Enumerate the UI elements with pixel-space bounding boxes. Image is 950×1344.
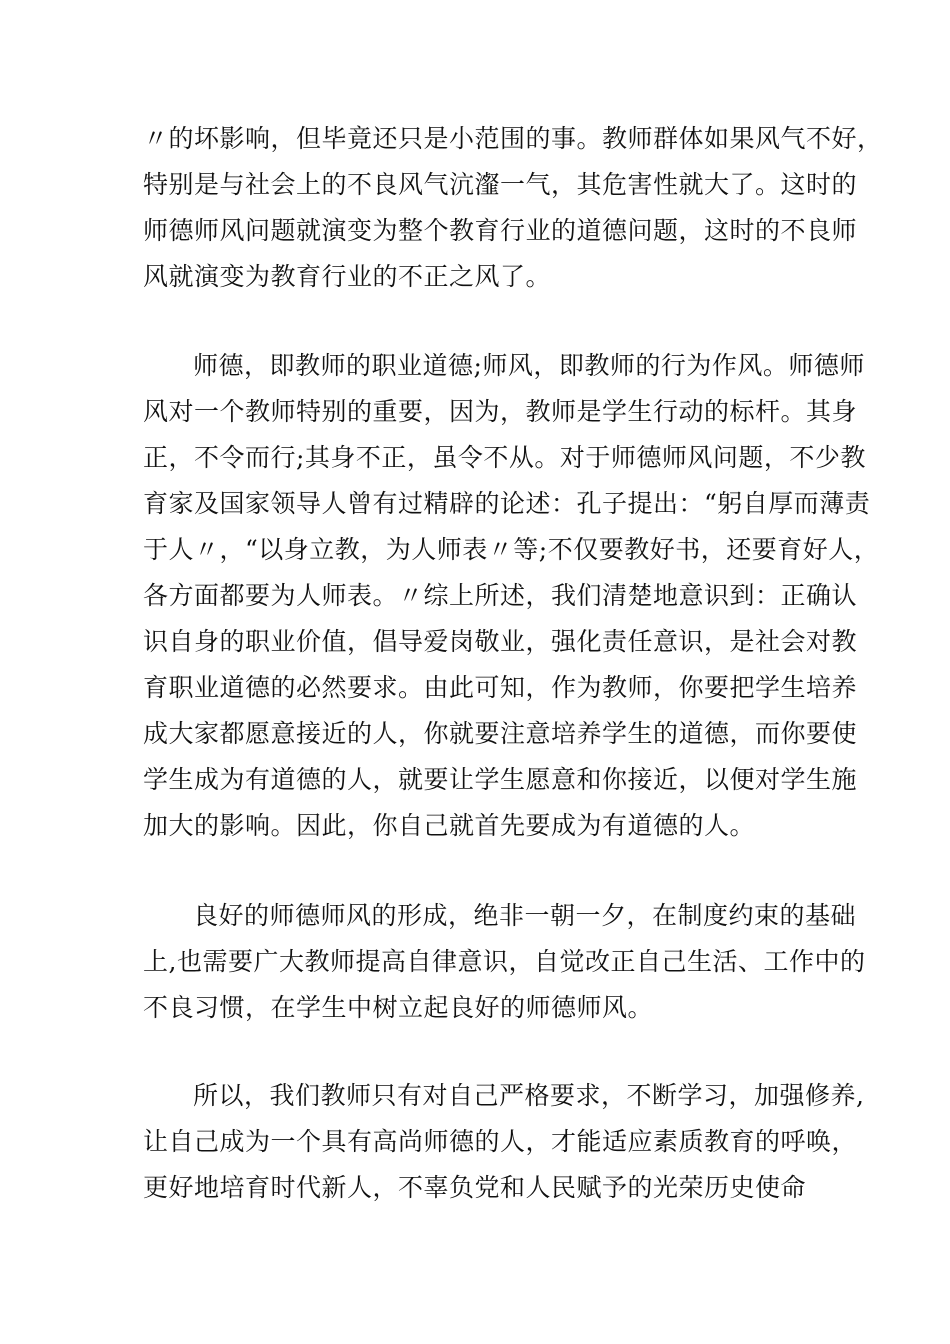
- text-line: 良好的师德师风的形成，绝非一朝一夕，在制度约束的基础: [193, 901, 857, 930]
- text-line: 更好地培育时代新人，不辜负党和人民赋予的光荣历史使命: [143, 1173, 807, 1202]
- text-line: 上,也需要广大教师提高自律意识，自觉改正自己生活、工作中的: [143, 947, 866, 976]
- text-line: 正，不令而行;其身不正，虽令不从。对于师德师风问题，不少教: [143, 443, 866, 472]
- text-line: 各方面都要为人师表。〃综上所述，我们清楚地意识到：正确认: [143, 581, 858, 610]
- text-line: 师德，即教师的职业道德;师风，即教师的行为作风。师德师: [193, 351, 865, 380]
- text-line: 〃的坏影响，但毕竟还只是小范围的事。教师群体如果风气不好，: [143, 124, 883, 153]
- text-line: 所以，我们教师只有对自己严格要求，不断学习，加强修养,: [193, 1081, 865, 1110]
- text-line: 学生成为有道德的人，就要让学生愿意和你接近，以便对学生施: [143, 765, 858, 794]
- text-line: 师德师风问题就演变为整个教育行业的道德问题，这时的不良师: [143, 216, 858, 245]
- paragraph-3: [143, 893, 866, 1031]
- paragraph-4: [143, 1073, 865, 1211]
- text-line: 成大家都愿意接近的人，你就要注意培养学生的道德，而你要使: [143, 719, 858, 748]
- text-line: 育家及国家领导人曾有过精辟的论述：孔子提出：“躬自厚而薄责: [143, 489, 871, 518]
- text-line: 加大的影响。因此，你自己就首先要成为有道德的人。: [143, 811, 756, 840]
- text-line: 风就演变为教育行业的不正之风了。: [143, 262, 552, 291]
- paragraph-1: [143, 116, 883, 300]
- text-line: 识自身的职业价值，倡导爱岗敬业，强化责任意识，是社会对教: [143, 627, 858, 656]
- text-line: 让自己成为一个具有高尚师德的人，才能适应素质教育的呼唤，: [143, 1127, 858, 1156]
- text-line: 育职业道德的必然要求。由此可知，作为教师，你要把学生培养: [143, 673, 858, 702]
- text-line: 风对一个教师特别的重要，因为，教师是学生行动的标杆。其身: [143, 397, 858, 426]
- text-line: 不良习惯，在学生中树立起良好的师德师风。: [143, 993, 654, 1022]
- paragraph-2: [143, 343, 880, 849]
- text-line: 于人〃，“以身立教，为人师表〃等;不仅要教好书，还要育好人，: [143, 535, 880, 564]
- text-line: 特别是与社会上的不良风气沆瀣一气，其危害性就大了。这时的: [143, 170, 858, 199]
